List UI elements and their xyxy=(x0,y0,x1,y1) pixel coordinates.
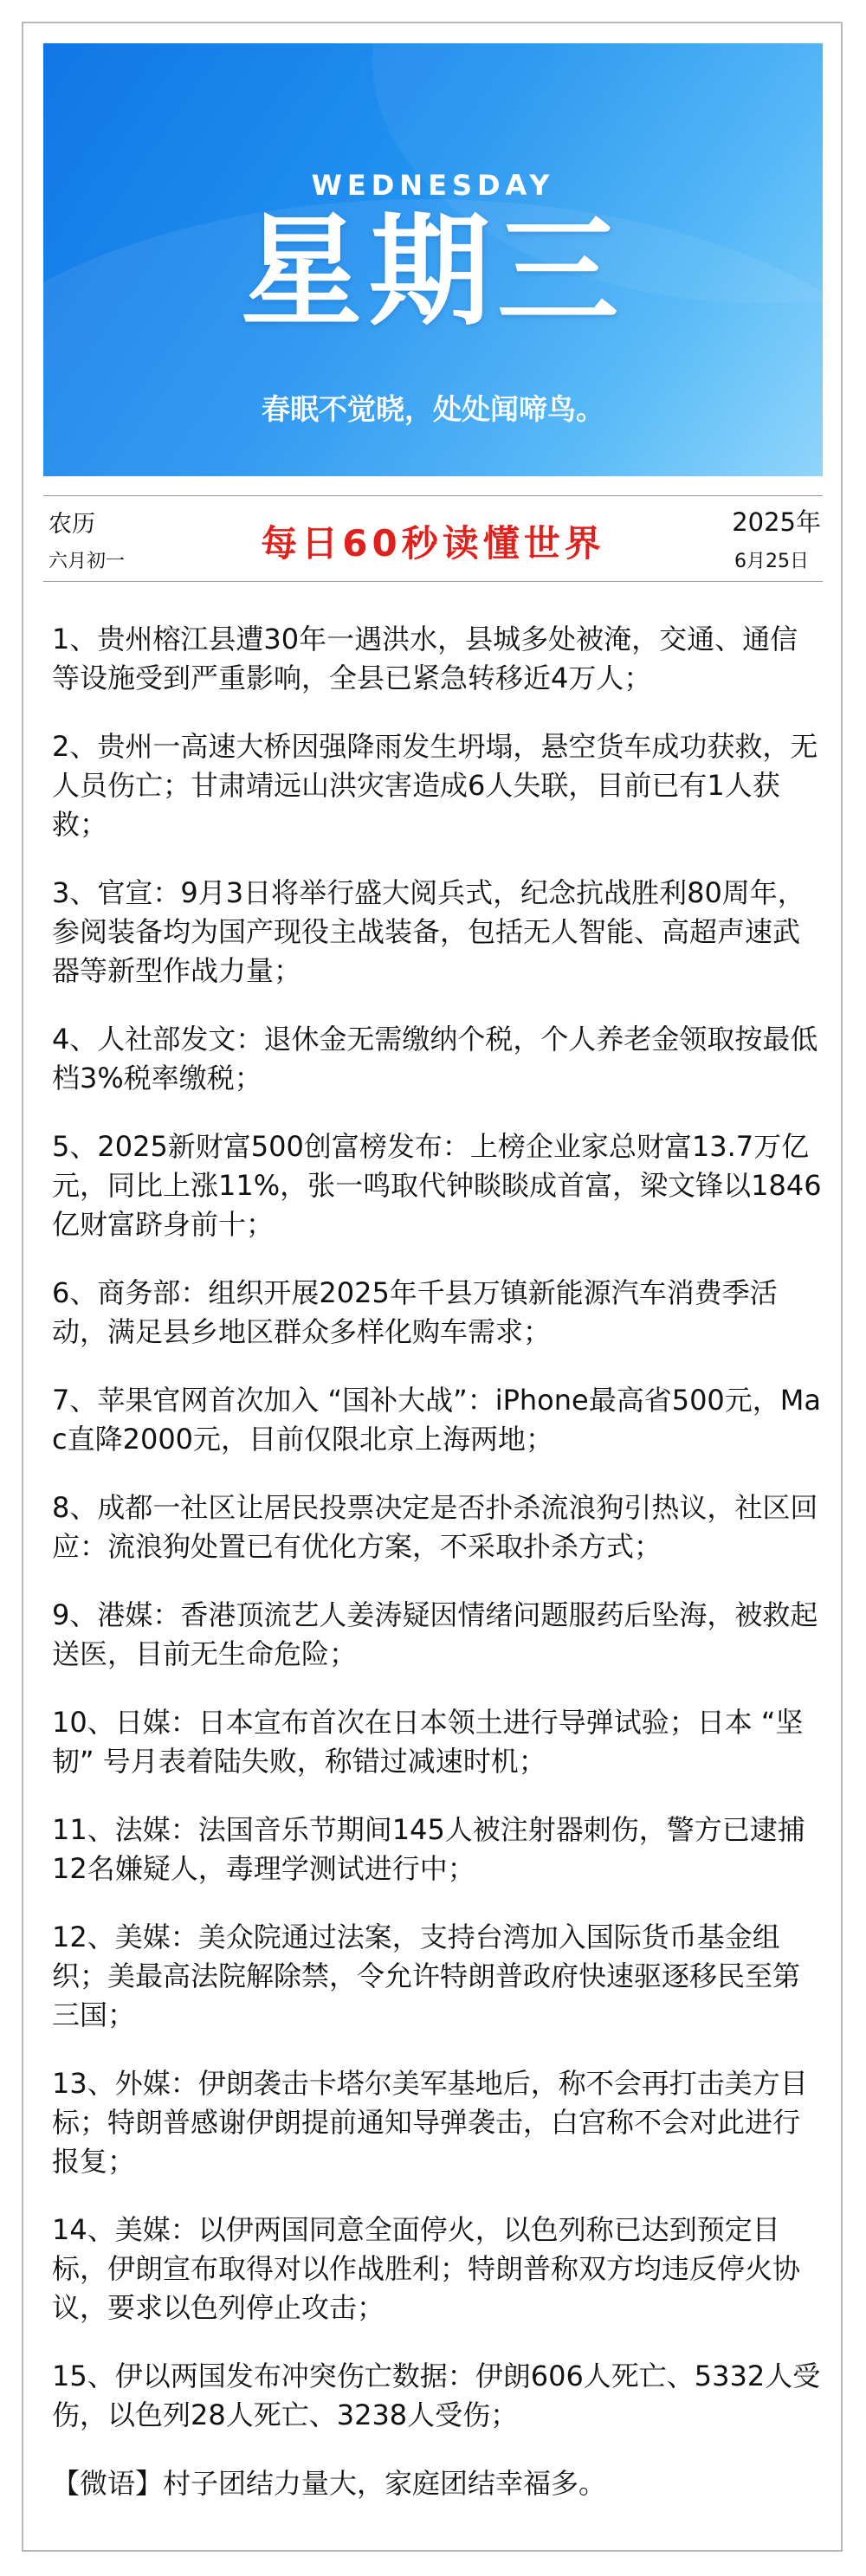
news-item-12: 12、美媒：美众院通过法案，支持台湾加入国际货币基金组织；美最高法院解除禁，令允许特朗普政府快速驱逐移民至第三国； xyxy=(52,1921,801,2031)
news-item-8: 8、成都一社区让居民投票决定是否扑杀流浪狗引热议，社区回应：流浪狗处置已有优化方案，不采取扑杀方式； xyxy=(52,1491,818,1563)
news-item-7: 7、苹果官网首次加入 “国补大战”：iPhone最高省500元，Mac直降2000元，目前仅限北京上海两地； xyxy=(52,1384,822,1456)
news-item-1: 1、贵州榕江县遭30年一遇洪水，县城多处被淹，交通、通信等设施受到严重影响，全县已紧急转移近4万人； xyxy=(52,623,798,694)
lunar-label: 农历 xyxy=(48,511,95,538)
news-item-10: 10、日媒：日本宣布首次在日本领土进行导弹试验；日本 “坚韧” 号月表着陆失败，称错过减速时机； xyxy=(52,1706,804,1778)
banner-poem: 春眠不觉晓，处处闻啼鸟。 xyxy=(262,392,604,426)
news-item-2: 2、贵州一高速大桥因强降雨发生坍塌，悬空货车成功获救，无人员伤亡；甘肃靖远山洪灾害造成6人失联，目前已有1人获救； xyxy=(52,730,818,841)
news-item-4: 4、人社部发文：退休金无需缴纳个税，个人养老金领取按最低档3%税率缴税； xyxy=(52,1023,818,1094)
weekday-english: WEDNESDAY xyxy=(311,169,555,202)
weekday-banner xyxy=(43,43,823,476)
daily-proverb: 【微语】村子团结力量大，家庭团结幸福多。 xyxy=(52,2467,607,2500)
news-item-11: 11、法媒：法国音乐节期间145人被注射器刺伤，警方已逮捕12名嫌疑人，毒理学测试进行中； xyxy=(52,1813,805,1885)
date-bar xyxy=(43,495,823,582)
news-item-3: 3、官宣：9月3日将举行盛大阅兵式，纪念抗战胜利80周年，参阅装备均为国产现役主战装备，包括无人智能、高超声速武器等新型作战力量； xyxy=(52,876,805,987)
page-title: 每日60秒读懂世界 xyxy=(261,522,605,565)
date-label: 6月25日 xyxy=(734,551,809,572)
news-item-6: 6、商务部：组织开展2025年千县万镇新能源汽车消费季活动，满足县乡地区群众多样化购车需求； xyxy=(52,1276,778,1348)
news-item-14: 14、美媒：以伊两国同意全面停火，以色列称已达到预定目标，伊朗宣布取得对以作战胜利；特朗普称双方均违反停火协议，要求以色列停止攻击； xyxy=(52,2213,801,2324)
news-item-5: 5、2025新财富500创富榜发布：上榜企业家总财富13.7万亿元，同比上涨11%，张一鸣取代钟睒睒成首富，梁文锋以1846亿财富跻身前十； xyxy=(52,1130,822,1241)
lunar-date: 六月初一 xyxy=(48,551,126,572)
news-item-15: 15、伊以两国发布冲突伤亡数据：伊朗606人死亡、5332人受伤，以色列28人死亡、3238人受伤； xyxy=(52,2360,821,2431)
year-label: 2025年 xyxy=(732,507,821,537)
news-item-9: 9、港媒：香港顶流艺人姜涛疑因情绪问题服药后坠海，被救起送医，目前无生命危险； xyxy=(52,1598,818,1670)
news-list xyxy=(52,620,823,2503)
weekday-chinese: 星期三 xyxy=(240,202,625,343)
news-item-13: 13、外媒：伊朗袭击卡塔尔美军基地后，称不会再打击美方目标；特朗普感谢伊朗提前通知导弹袭击，白宫称不会对此进行报复； xyxy=(52,2067,808,2178)
